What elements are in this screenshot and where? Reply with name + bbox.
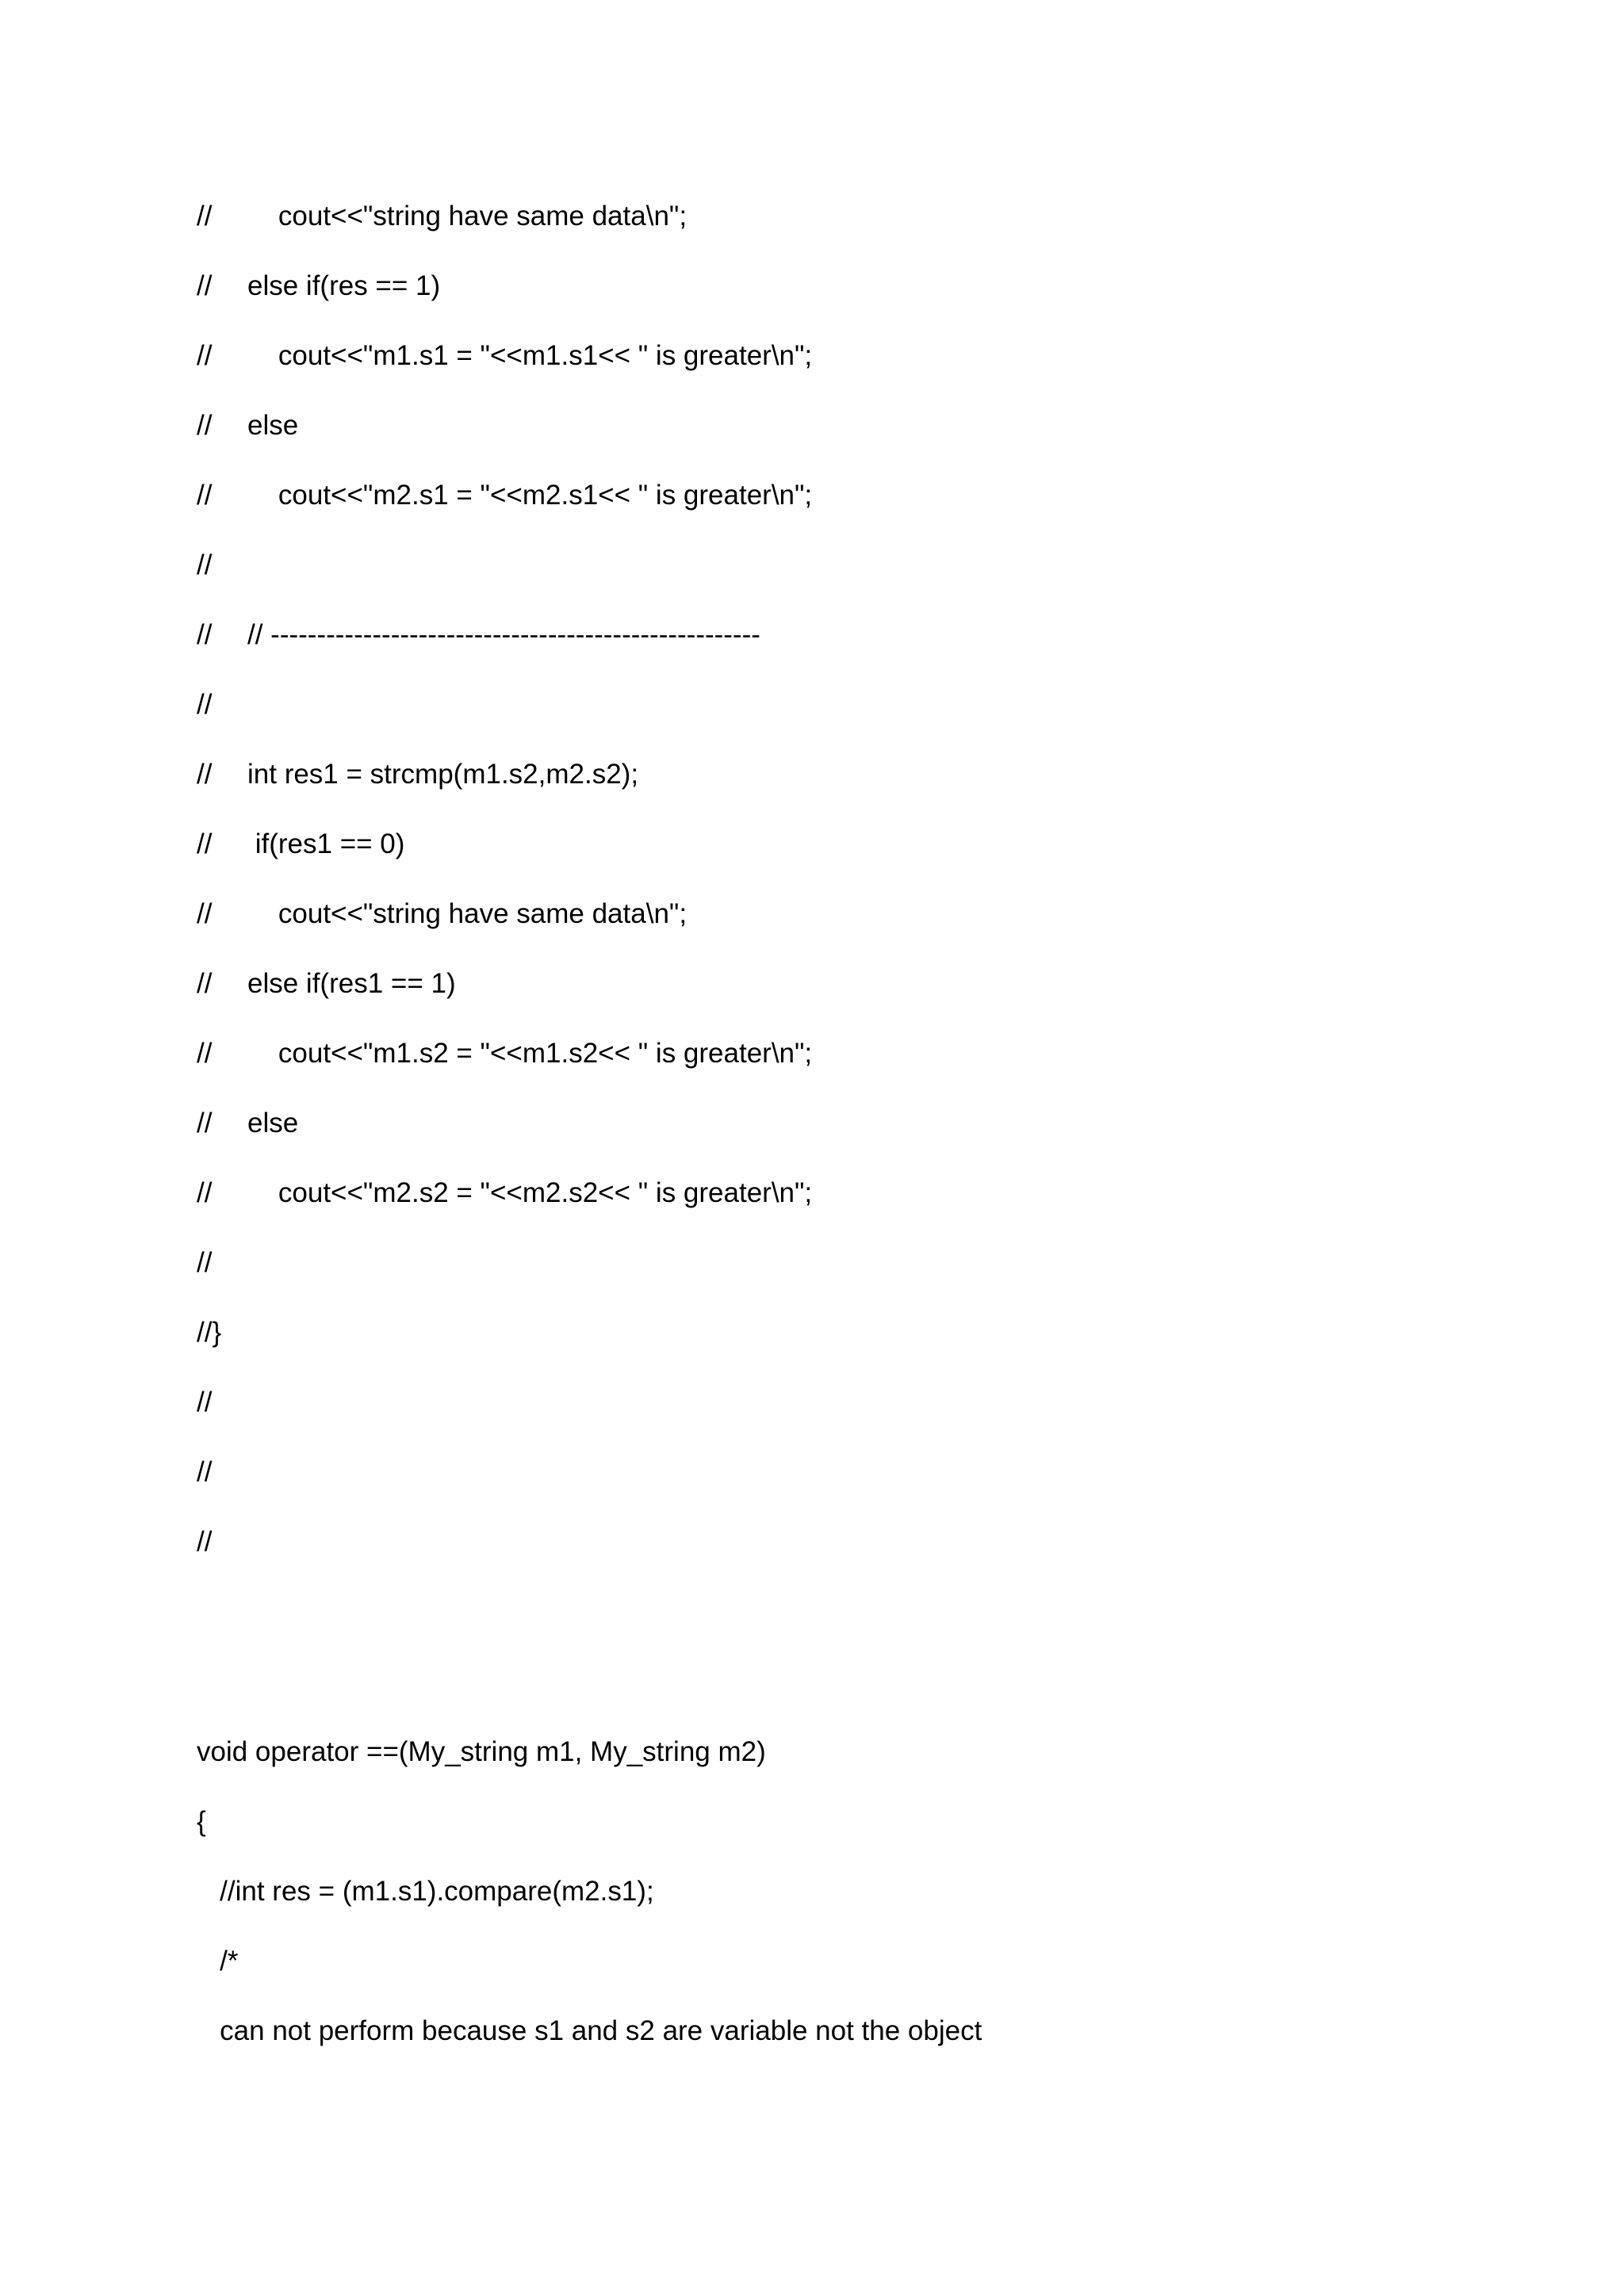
comment-prefix: // xyxy=(197,898,213,929)
code-line xyxy=(197,1379,247,1426)
code-line xyxy=(197,1309,247,1357)
code-line xyxy=(197,960,456,1008)
comment-prefix: // xyxy=(197,1108,213,1138)
code-text: if(res1 == 0) xyxy=(247,828,405,859)
comment-prefix: // xyxy=(197,1387,213,1418)
code-text: else if(res1 == 1) xyxy=(247,968,456,999)
code-line: can not perform because s1 and s2 are variable not the object xyxy=(197,2015,982,2046)
code-text: cout<<"string have same data\n"; xyxy=(247,201,688,232)
comment-prefix: // xyxy=(197,270,213,301)
code-text: cout<<"m1.s1 = "<<m1.s1<< " is greater\n"; xyxy=(247,340,813,371)
code-line xyxy=(197,332,812,380)
code-line xyxy=(197,1030,812,1077)
comment-prefix: // xyxy=(197,340,213,371)
comment-prefix: // xyxy=(197,689,213,720)
code-text: int res1 = strcmp(m1.s2,m2.s2); xyxy=(247,759,639,790)
code-line xyxy=(197,611,760,659)
code-line xyxy=(197,821,404,868)
code-line xyxy=(197,751,638,798)
code-text: cout<<"m1.s2 = "<<m1.s2<< " is greater\n"; xyxy=(247,1038,813,1069)
code-text: else xyxy=(247,1108,299,1138)
comment-prefix: // xyxy=(197,619,213,650)
comment-prefix: // xyxy=(197,410,213,441)
code-line xyxy=(197,1448,247,1496)
comment-prefix: // xyxy=(197,480,213,511)
code-line xyxy=(197,681,247,729)
comment-prefix: // xyxy=(197,1177,213,1208)
code-line: void operator ==(My_string m1, My_string m2) xyxy=(197,1736,766,1767)
code-line: { xyxy=(197,1806,206,1837)
comment-prefix: // xyxy=(197,1038,213,1069)
comment-prefix: // xyxy=(197,201,213,232)
code-line xyxy=(197,402,298,450)
comment-prefix: // xyxy=(197,1526,213,1557)
code-line: /* xyxy=(197,1946,239,1976)
code-text: else if(res == 1) xyxy=(247,270,441,301)
comment-prefix: //} xyxy=(197,1317,222,1348)
code-line xyxy=(197,1239,247,1287)
code-line xyxy=(197,541,247,589)
code-text: cout<<"m2.s2 = "<<m2.s2<< " is greater\n"; xyxy=(247,1177,813,1208)
comment-prefix: // xyxy=(197,828,213,859)
code-line xyxy=(197,1169,812,1217)
code-line xyxy=(197,890,687,938)
code-text: // ----------------------------------------------------- xyxy=(247,619,760,650)
comment-prefix: // xyxy=(197,549,213,580)
code-line xyxy=(197,1100,298,1147)
code-line: //int res = (m1.s1).compare(m2.s1); xyxy=(197,1876,654,1907)
comment-prefix: // xyxy=(197,968,213,999)
comment-prefix: // xyxy=(197,759,213,790)
comment-prefix: // xyxy=(197,1247,213,1278)
code-text: else xyxy=(247,410,299,441)
code-line xyxy=(197,262,440,310)
code-line xyxy=(197,1518,247,1566)
code-line xyxy=(197,193,687,240)
code-text: cout<<"m2.s1 = "<<m2.s1<< " is greater\n"; xyxy=(247,480,813,511)
code-text: cout<<"string have same data\n"; xyxy=(247,898,688,929)
code-line xyxy=(197,472,812,519)
comment-prefix: // xyxy=(197,1456,213,1487)
